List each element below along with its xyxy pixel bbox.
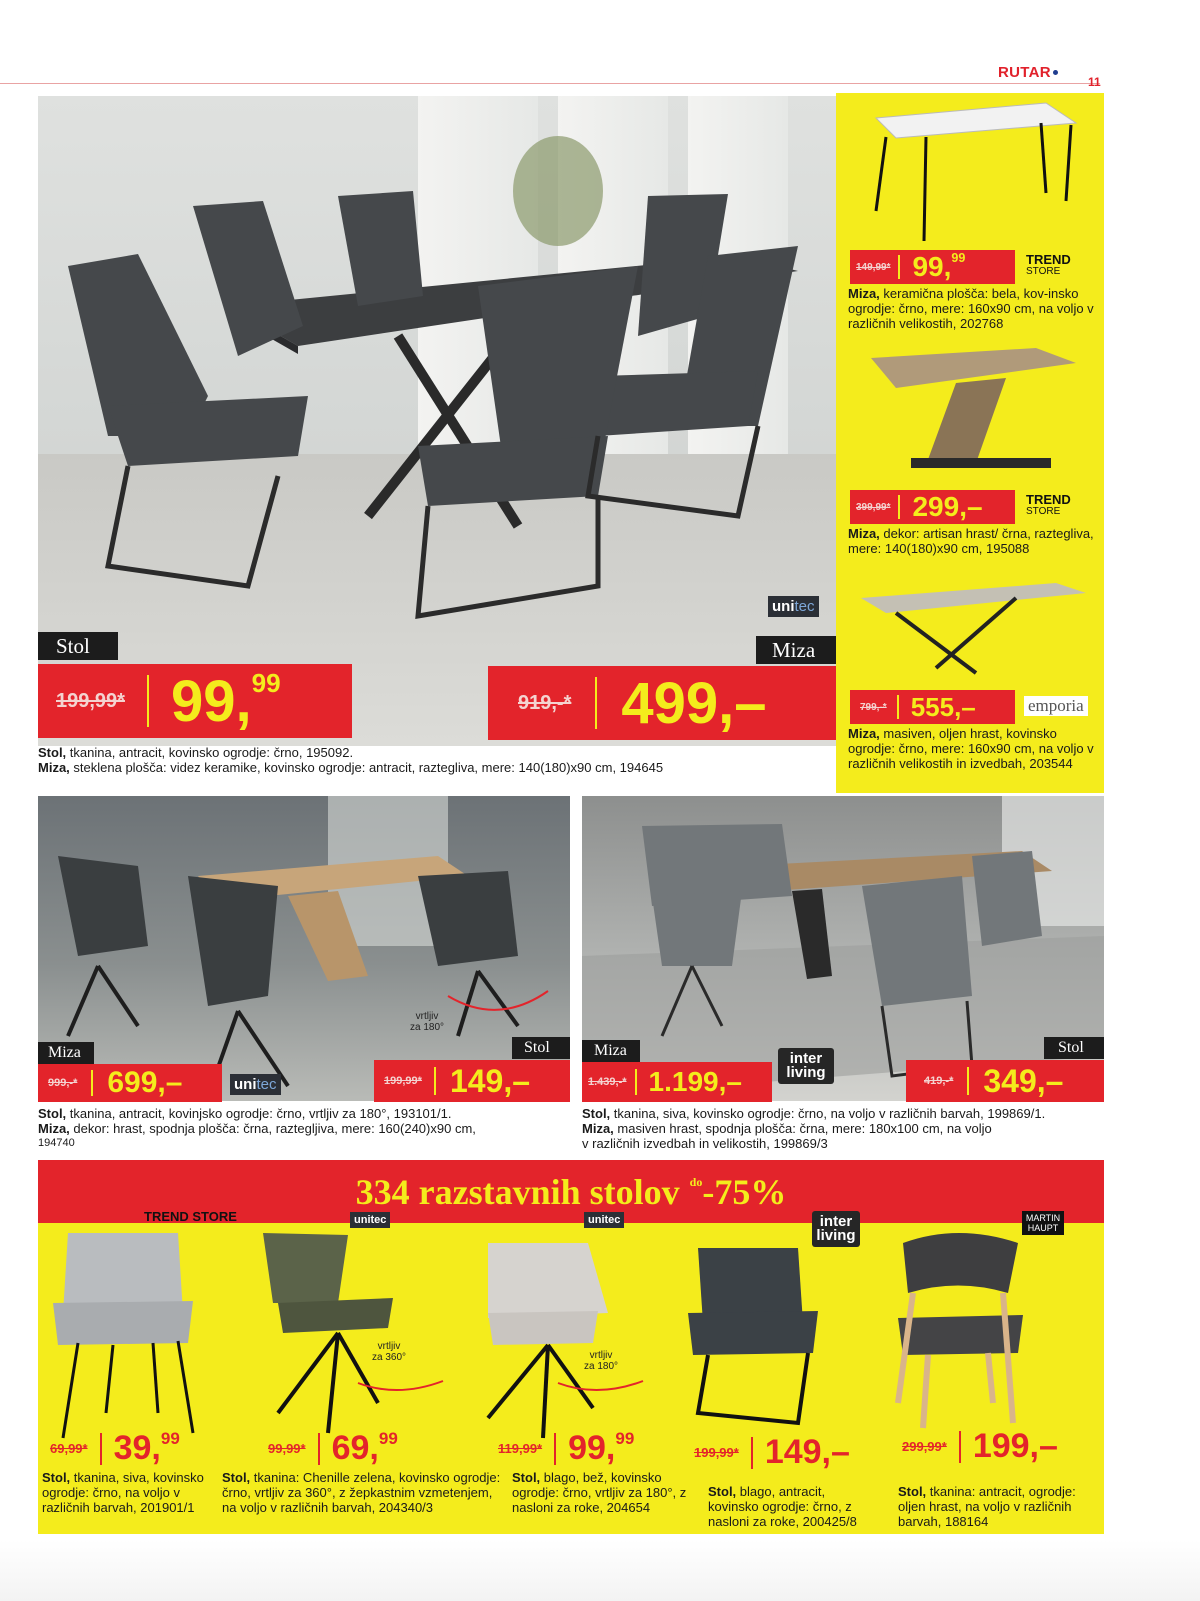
page-bottom [0, 1540, 1200, 1601]
set-right-chair-price: 419,-* 349,– [906, 1060, 1104, 1102]
emporia-logo: emporia [1024, 696, 1088, 716]
side-item-2-desc: Miza, dekor: artisan hrast/ črna, raztegliva, mere: 140(180)x90 cm, 195088 [848, 526, 1094, 556]
interliving-logo: inter living [778, 1048, 834, 1084]
trend-store-logo: TREND STORE [1026, 492, 1071, 517]
brand-logo[interactable]: RUTAR [998, 64, 1058, 81]
chair-1-price: 69,99* 39,99 [50, 1429, 180, 1467]
side-item-2-price: 399,99* 299,– [850, 490, 1015, 524]
chair-offers [38, 1209, 1104, 1534]
set-left-illustration [38, 796, 570, 1101]
interliving-logo: inter living [812, 1211, 860, 1247]
side-item-1-desc: Miza, keramična plošča: bela, kov-insko ogrodje: črno, mere: 160x90 cm, na voljo v različnih velikostih, 202768 [848, 286, 1094, 331]
unitec-logo: unitec [584, 1212, 624, 1228]
chair-1-desc: Stol, tkanina, siva, kovinsko ogrodje: črno, na voljo v različnih barvah, 201901/1 [42, 1470, 204, 1515]
chair-5-price: 299,99* 199,– [902, 1427, 1058, 1465]
set-left-description: Stol, tkanina, antracit, kovinjsko ogrodje: črno, vrtljiv za 180°, 193101/1. Miza, dekor: hrast, spodnja plošča: črna, raztegljiva, mere: 160(240)x90 cm, 194740 [38, 1106, 476, 1149]
chair-new-price: 99,99 [170, 667, 281, 734]
table-old-price: 919,-* [518, 691, 572, 714]
set-left-chair-price: 199,99* 149,– [374, 1060, 570, 1102]
chair-old-price: 199,99* [56, 689, 125, 712]
set-left-chair-tag: Stol [512, 1037, 570, 1059]
page-number: 11 [1088, 75, 1101, 89]
chair-5-desc: Stol, tkanina: antracit, ogrodje: oljen hrast, na voljo v različnih barvah, 188164 [898, 1484, 1076, 1529]
trend-store-logo: TREND STORE [144, 1209, 237, 1224]
showroom-sale-banner: 334 razstavnih stolov do -75% [38, 1160, 1104, 1223]
chair-2-price: 99,99* 69,99 [268, 1429, 398, 1467]
chair-tag: Stol [38, 632, 118, 660]
chair-3-price: 119,99* 99,99 [498, 1429, 635, 1467]
chair-4-desc: Stol, blago, antracit, kovinsko ogrodje: črno, z nasloni za roke, 200425/8 [708, 1484, 857, 1529]
set-left-photo [38, 796, 570, 1101]
martin-haupt-logo: MARTIN HAUPT [1022, 1211, 1064, 1235]
unitec-logo: unitec [230, 1074, 281, 1095]
table-price-box [488, 666, 836, 740]
dining-set-illustration [38, 96, 836, 746]
hero-photo [38, 96, 836, 746]
chair-price-box [38, 664, 352, 738]
hero-description: Stol, tkanina, antracit, kovinsko ogrodje: črno, 195092. Miza, steklena plošča: videz keramike, kovinsko ogrodje: antracit, raztegliva, mere: 140(180)x90 cm, 194645 [38, 745, 664, 775]
set-right-photo [582, 796, 1104, 1101]
side-item-3-desc: Miza, masiven, oljen hrast, kovinsko ogrodje: črno, mere: 160x90 cm, na voljo v različnih velikostih in izvedbah, 203544 [848, 726, 1094, 771]
set-left-table-price: 999,-* 699,– [38, 1064, 222, 1102]
table-new-price: 499,– [621, 670, 767, 736]
set-right-description: Stol, tkanina, siva, kovinsko ogrodje: črno, na voljo v različnih barvah, 199869/1. Miza, masiven hrast, spodnja plošča: črna, mere: 180x100 cm, na voljo v različnih izvedbah in velikostih, 199869/3 [582, 1106, 1046, 1151]
trend-store-logo: TREND STORE [1026, 252, 1071, 277]
swivel-label: vrtljiv za 180° [584, 1350, 619, 1372]
set-right-table-tag: Miza [582, 1040, 640, 1062]
swivel-label: vrtljiv za 360° [372, 1341, 407, 1363]
table-tag: Miza [756, 636, 836, 664]
chair-4-price: 199,99* 149,– [694, 1433, 850, 1471]
chair-2-desc: Stol, tkanina: Chenille zelena, kovinsko ogrodje: črno, vrtljiv za 360°, z žepkastnim vzmetenjem, na voljo v različnih barvah, 204340/3 [222, 1470, 501, 1515]
set-right-chair-tag: Stol [1044, 1037, 1104, 1059]
chair-3-desc: Stol, blago, bež, kovinsko ogrodje: črno, vrtljiv za 180°, z nasloni za roke, 204654 [512, 1470, 687, 1515]
side-item-1-price: 149,99* 99,99 [850, 250, 1015, 284]
side-tables-illustration [836, 93, 1104, 793]
header-divider [0, 83, 1100, 84]
set-left-table-tag: Miza [38, 1042, 94, 1064]
unitec-logo: unitec [350, 1212, 390, 1228]
set-right-table-price: 1.439,-* 1.199,– [582, 1062, 772, 1102]
set-right-illustration [582, 796, 1104, 1101]
unitec-logo: unitec [768, 596, 819, 617]
side-item-3-price: 799,-* 555,– [850, 690, 1015, 724]
side-offers [836, 93, 1104, 793]
swivel-label: vrtljiv za 180° [410, 1011, 445, 1033]
